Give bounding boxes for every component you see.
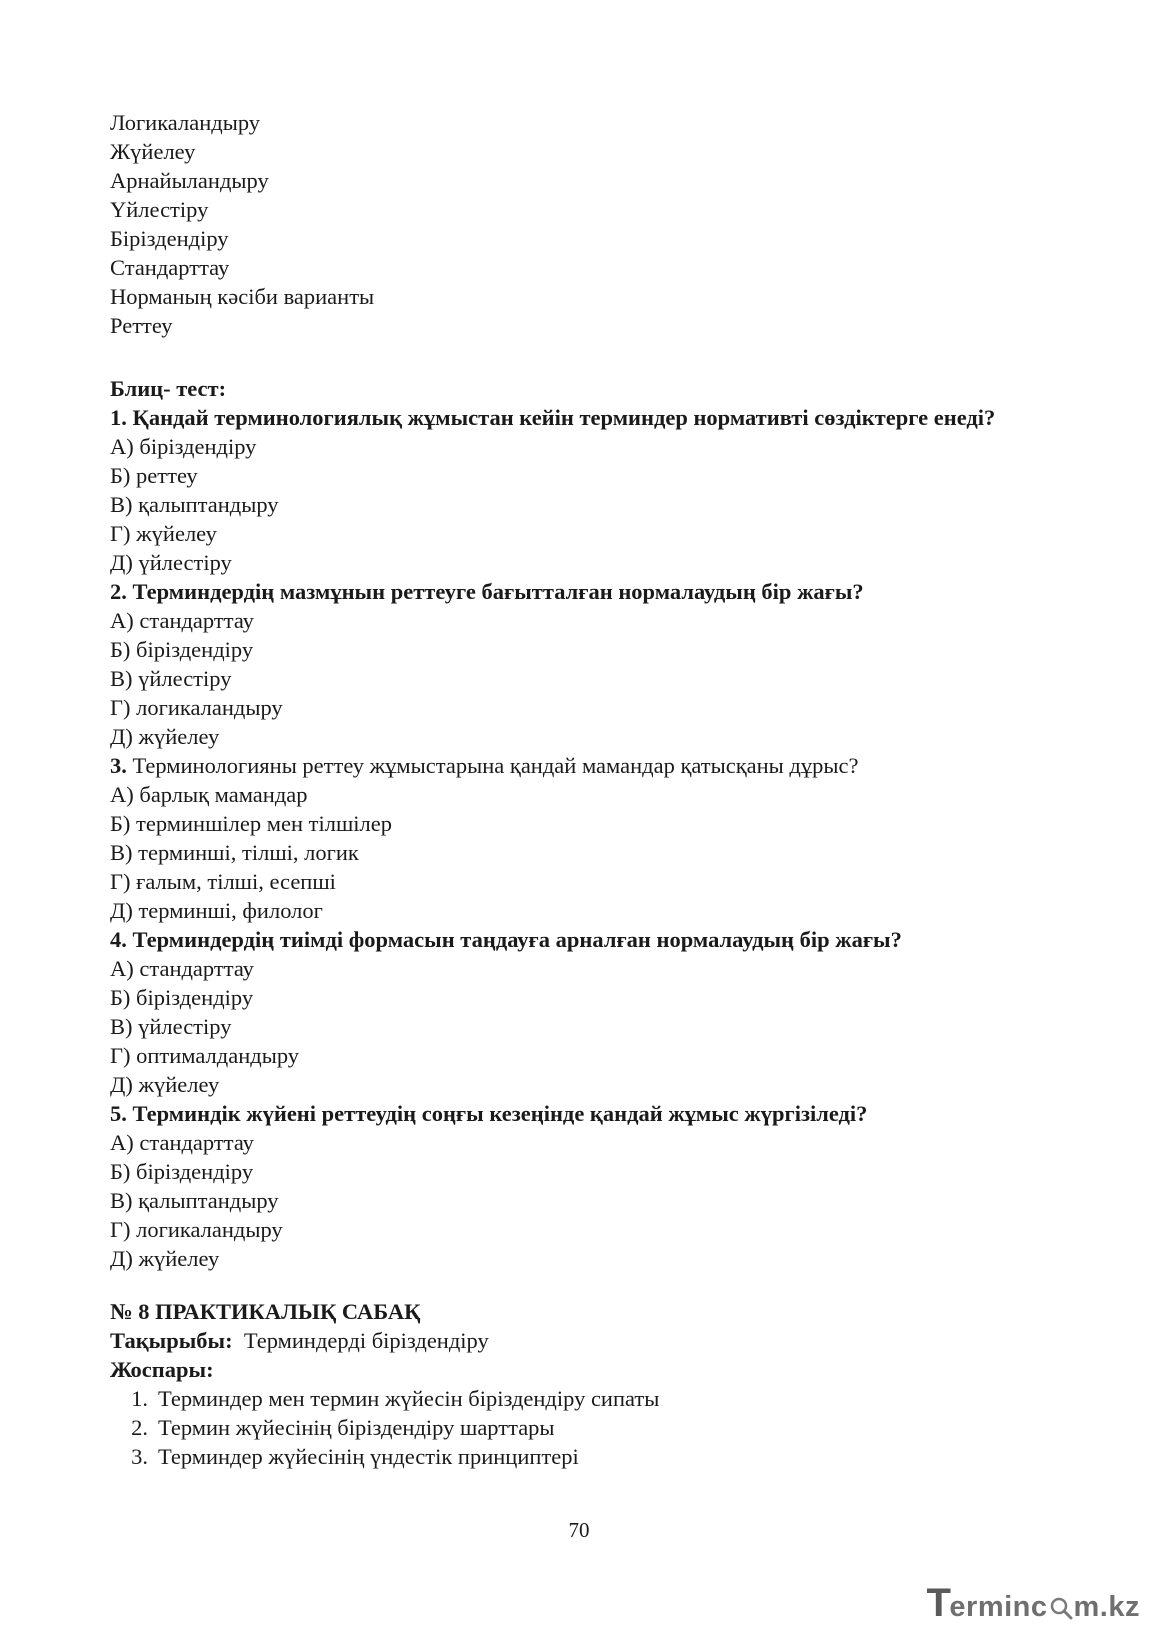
- answer-option: А) барлық мамандар: [110, 782, 308, 807]
- term-item: Стандарттау: [110, 255, 230, 280]
- document-body: [110, 108, 1070, 1471]
- blitz-test-title: Блиц- тест:: [110, 376, 227, 401]
- term-item: Норманың кәсіби варианты: [110, 284, 375, 309]
- answer-option: В) үйлестіру: [110, 666, 232, 691]
- answer-option: А) стандарттау: [110, 956, 254, 981]
- answer-option: А) стандарттау: [110, 1130, 254, 1155]
- answer-option: В) қалыптандыру: [110, 492, 279, 517]
- topic-value: Терминдерді біріздендіру: [243, 1328, 489, 1353]
- term-item: Реттеу: [110, 313, 173, 338]
- answer-option: Д) жүйелеу: [110, 1072, 220, 1097]
- plan-list: [110, 1384, 1070, 1471]
- question-text: 1. Қандай терминологиялық жұмыстан кейін терминдер нормативті сөздіктерге енеді?: [110, 405, 996, 430]
- question-block: [110, 1099, 1070, 1273]
- practical-heading: № 8 ПРАКТИКАЛЫҚ САБАҚ: [110, 1299, 421, 1324]
- question-block: [110, 925, 1070, 1099]
- answer-option: Г) жүйелеу: [110, 521, 217, 546]
- site-logo: T erminc m.kz: [926, 1581, 1140, 1625]
- answer-option: Г) логикаландыру: [110, 695, 283, 720]
- answer-option: В) терминші, тілші, логик: [110, 840, 359, 865]
- topic-line: [110, 1326, 1070, 1355]
- question-text: 3. Терминологияны реттеу жұмыстарына қандай мамандар қатысқаны дұрыс?: [110, 753, 859, 778]
- answer-option: Д) терминші, филолог: [110, 898, 323, 923]
- answer-option: А) стандарттау: [110, 608, 254, 633]
- answer-option: Д) үйлестіру: [110, 550, 232, 575]
- answer-option: Б) реттеу: [110, 463, 198, 488]
- question-text: 5. Терминдік жүйені реттеудің соңғы кезеңінде қандай жұмыс жүргізіледі?: [110, 1101, 868, 1126]
- practical-lesson: [110, 1297, 1070, 1471]
- question-text: 2. Терминдердің мазмұнын реттеуге бағытталған нормалаудың бір жағы?: [110, 579, 864, 604]
- topic-label: Тақырыбы:: [110, 1328, 233, 1353]
- plan-item: 3. Терминдер жүйесінің үндестік принциптері: [131, 1444, 579, 1469]
- answer-option: Д) жүйелеу: [110, 1246, 220, 1271]
- answer-option: Г) оптималдандыру: [110, 1043, 300, 1068]
- answer-option: Б) терминшілер мен тілшілер: [110, 811, 392, 836]
- answer-option: Б) біріздендіру: [110, 637, 254, 662]
- answer-option: А) біріздендіру: [110, 434, 257, 459]
- answer-option: В) қалыптандыру: [110, 1188, 279, 1213]
- question-block: [110, 403, 1070, 577]
- term-item: Жүйелеу: [110, 139, 196, 164]
- answer-option: Б) біріздендіру: [110, 985, 254, 1010]
- page-number: 70: [568, 1518, 590, 1542]
- answer-option: Б) біріздендіру: [110, 1159, 254, 1184]
- magnifier-icon: [1049, 1596, 1073, 1620]
- term-list: [110, 108, 1070, 340]
- plan-item: 1. Терминдер мен термин жүйесін біріздендіру сипаты: [131, 1386, 660, 1411]
- term-item: Үйлестіру: [110, 197, 209, 222]
- answer-option: Г) ғалым, тілші, есепші: [110, 869, 336, 894]
- answer-option: Д) жүйелеу: [110, 724, 220, 749]
- term-item: Біріздендіру: [110, 226, 229, 251]
- answer-option: В) үйлестіру: [110, 1014, 232, 1039]
- question-block: [110, 751, 1070, 925]
- question-text: 4. Терминдердің тиімді формасын таңдауға арналған нормалаудың бір жағы?: [110, 927, 902, 952]
- answer-option: Г) логикаландыру: [110, 1217, 283, 1242]
- plan-label: Жоспары:: [110, 1357, 214, 1382]
- term-item: Логикаландыру: [110, 110, 261, 135]
- term-item: Арнайыландыру: [110, 168, 269, 193]
- question-block: [110, 577, 1070, 751]
- plan-item: 2. Термин жүйесінің біріздендіру шарттары: [131, 1415, 555, 1440]
